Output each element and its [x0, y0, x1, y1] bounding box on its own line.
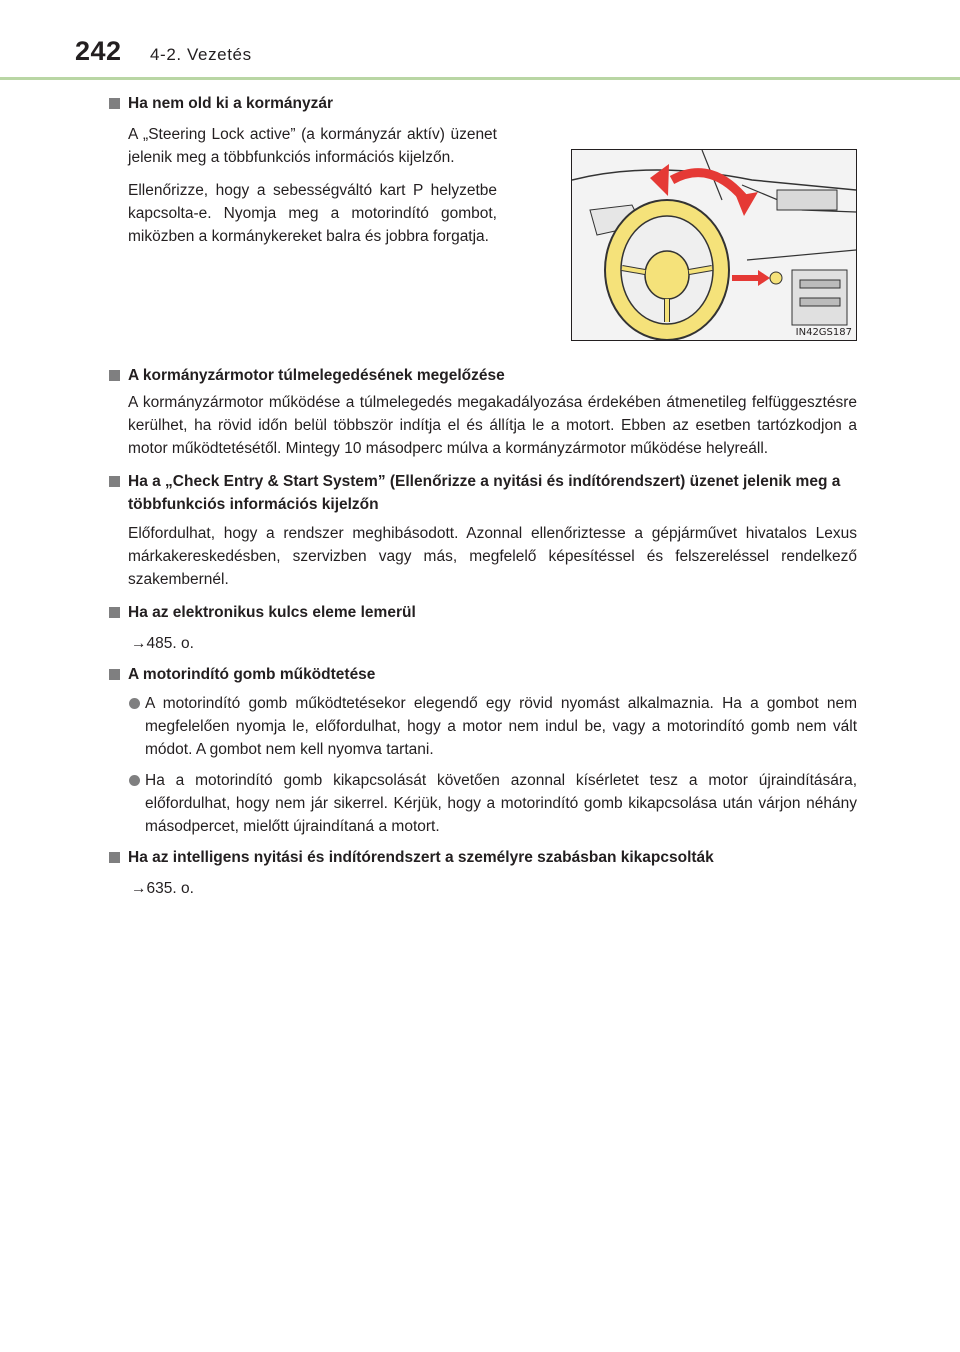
paragraph: Ellenőrizze, hogy a sebességváltó kart P helyzetbe kapcsolta-e. Nyomja meg a motorindító gombot, miközben a kormánykereket balra és jobbra forgatja. — [128, 182, 497, 245]
page-number: 242 — [75, 36, 122, 66]
section-heading: A kormányzármotor túlmelegedésének megelőzése — [107, 364, 857, 387]
square-bullet-icon — [109, 852, 120, 863]
list-item: A motorindító gomb működtetésekor elegendő egy rövid nyomást alkalmaznia. Ha a gombot nem megfelelően nyomja le, előfordulhat, hogy a motor nem indul be, vagy a motorindító gomb nem vált módot. A gombot nem kell nyomva tartani. — [107, 692, 857, 761]
square-bullet-icon — [109, 669, 120, 680]
page-content — [107, 92, 857, 900]
header-divider — [0, 77, 960, 80]
section-heading: Ha az elektronikus kulcs eleme lemerül — [107, 601, 857, 624]
square-bullet-icon — [109, 370, 120, 381]
figure-code: IN42GS187 — [795, 327, 852, 338]
round-bullet-icon — [129, 775, 140, 786]
intro-block — [107, 115, 857, 341]
section-title: 4-2. Vezetés — [150, 45, 252, 64]
paragraph: A kormányzármotor működése a túlmelegedés megakadályozása érdekében átmenetileg felfüggesztésre kerülhet, ha rövid időn belül többször indítja el és állítja le a motort. Ebben az esetben tartózkodjon a motor működtetésétől. Mintegy 10 másodperc múlva a kormányzármotor működése helyreáll. — [128, 394, 857, 457]
round-bullet-icon — [129, 698, 140, 709]
section-heading: Ha a „Check Entry & Start System” (Ellenőrizze a nyitási és indítórendszert) üzenet jelenik meg a többfunkciós információs kijelzőn — [107, 470, 857, 516]
square-bullet-icon — [109, 476, 120, 487]
list-item: Ha a motorindító gomb kikapcsolását követően azonnal kísérletet tesz a motor újraindítására, előfordulhat, hogy nem jár sikerrel. Kérjük, hogy a motorindító gomb kikapcsolása után várjon néhány másodpercet, mielőtt újraindítaná a motort. — [107, 769, 857, 838]
square-bullet-icon — [109, 607, 120, 618]
steering-wheel-icon — [572, 150, 856, 340]
section-heading: Ha nem old ki a kormányzár — [107, 92, 857, 115]
section-heading: Ha az intelligens nyitási és indítórendszert a személyre szabásban kikapcsolták — [107, 846, 857, 869]
paragraph: A „Steering Lock active” (a kormányzár aktív) üzenet jelenik meg a többfunkciós információs kijelzőn. — [128, 126, 497, 166]
paragraph: Előfordulhat, hogy a rendszer meghibásodott. Azonnal ellenőriztesse a gépjárművet hivatalos Lexus márkakereskedésben, szervizben vagy más, megfelelő képesítéssel és felszereléssel rendelkező szakembernél. — [128, 525, 857, 588]
section-heading: A motorindító gomb működtetése — [107, 663, 857, 686]
page-reference: →485. o. — [131, 635, 194, 652]
square-bullet-icon — [109, 98, 120, 109]
page-header — [0, 0, 960, 80]
page-reference: →635. o. — [131, 880, 194, 897]
steering-wheel-illustration — [571, 149, 857, 341]
